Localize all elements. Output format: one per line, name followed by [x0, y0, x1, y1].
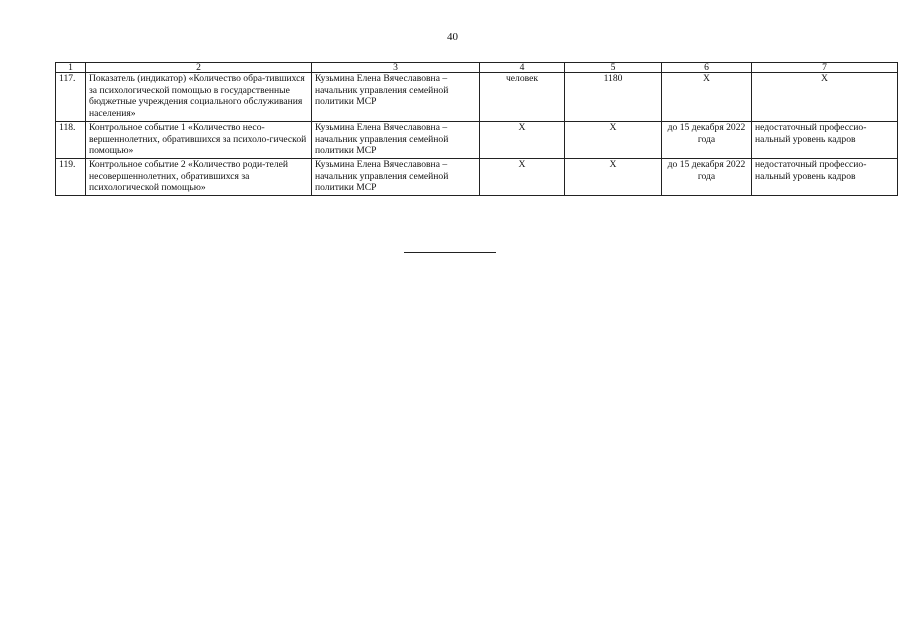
responsible-person: Кузьмина Елена Вячеславовна – начальник управления семейной политики МСР [312, 73, 480, 122]
responsible-person: Кузьмина Елена Вячеславовна – начальник управления семейной политики МСР [312, 159, 480, 196]
unit-cell: X [480, 159, 565, 196]
row-number: 119. [56, 159, 86, 196]
indicator-name: Показатель (индикатор) «Количество обра-тившихся за психологической помощью в государственные бюджетные учреждения социального обслуживания населения» [86, 73, 312, 122]
deadline-cell: до 15 декабря 2022 года [662, 159, 752, 196]
responsible-person: Кузьмина Елена Вячеславовна – начальник управления семейной политики МСР [312, 122, 480, 159]
deadline-cell: до 15 декабря 2022 года [662, 122, 752, 159]
table-header [56, 63, 898, 73]
end-of-document-rule [404, 252, 496, 253]
indicator-name: Контрольное событие 1 «Количество несо-вершеннолетних, обратившихся за психоло-гической помощью» [86, 122, 312, 159]
page-number: 40 [447, 31, 458, 43]
risk-cell: недостаточный профессио-нальный уровень кадров [752, 159, 898, 196]
column-header-3: 3 [312, 63, 480, 73]
row-number: 118. [56, 122, 86, 159]
risk-cell: X [752, 73, 898, 122]
column-header-6: 6 [662, 63, 752, 73]
column-header-4: 4 [480, 63, 565, 73]
table-row [56, 73, 898, 122]
column-header-5: 5 [565, 63, 662, 73]
value-cell: 1180 [565, 73, 662, 122]
table-body [56, 73, 898, 196]
header-row [56, 63, 898, 73]
column-header-2: 2 [86, 63, 312, 73]
deadline-cell: X [662, 73, 752, 122]
risk-cell: недостаточный профессио-нальный уровень кадров [752, 122, 898, 159]
indicator-name: Контрольное событие 2 «Количество роди-телей несовершеннолетних, обратившихся за психологической помощью» [86, 159, 312, 196]
table-row [56, 122, 898, 159]
unit-cell: человек [480, 73, 565, 122]
column-header-1: 1 [56, 63, 86, 73]
table-row [56, 159, 898, 196]
row-number: 117. [56, 73, 86, 122]
column-header-7: 7 [752, 63, 898, 73]
plan-table [55, 62, 898, 196]
unit-cell: X [480, 122, 565, 159]
value-cell: X [565, 122, 662, 159]
value-cell: X [565, 159, 662, 196]
